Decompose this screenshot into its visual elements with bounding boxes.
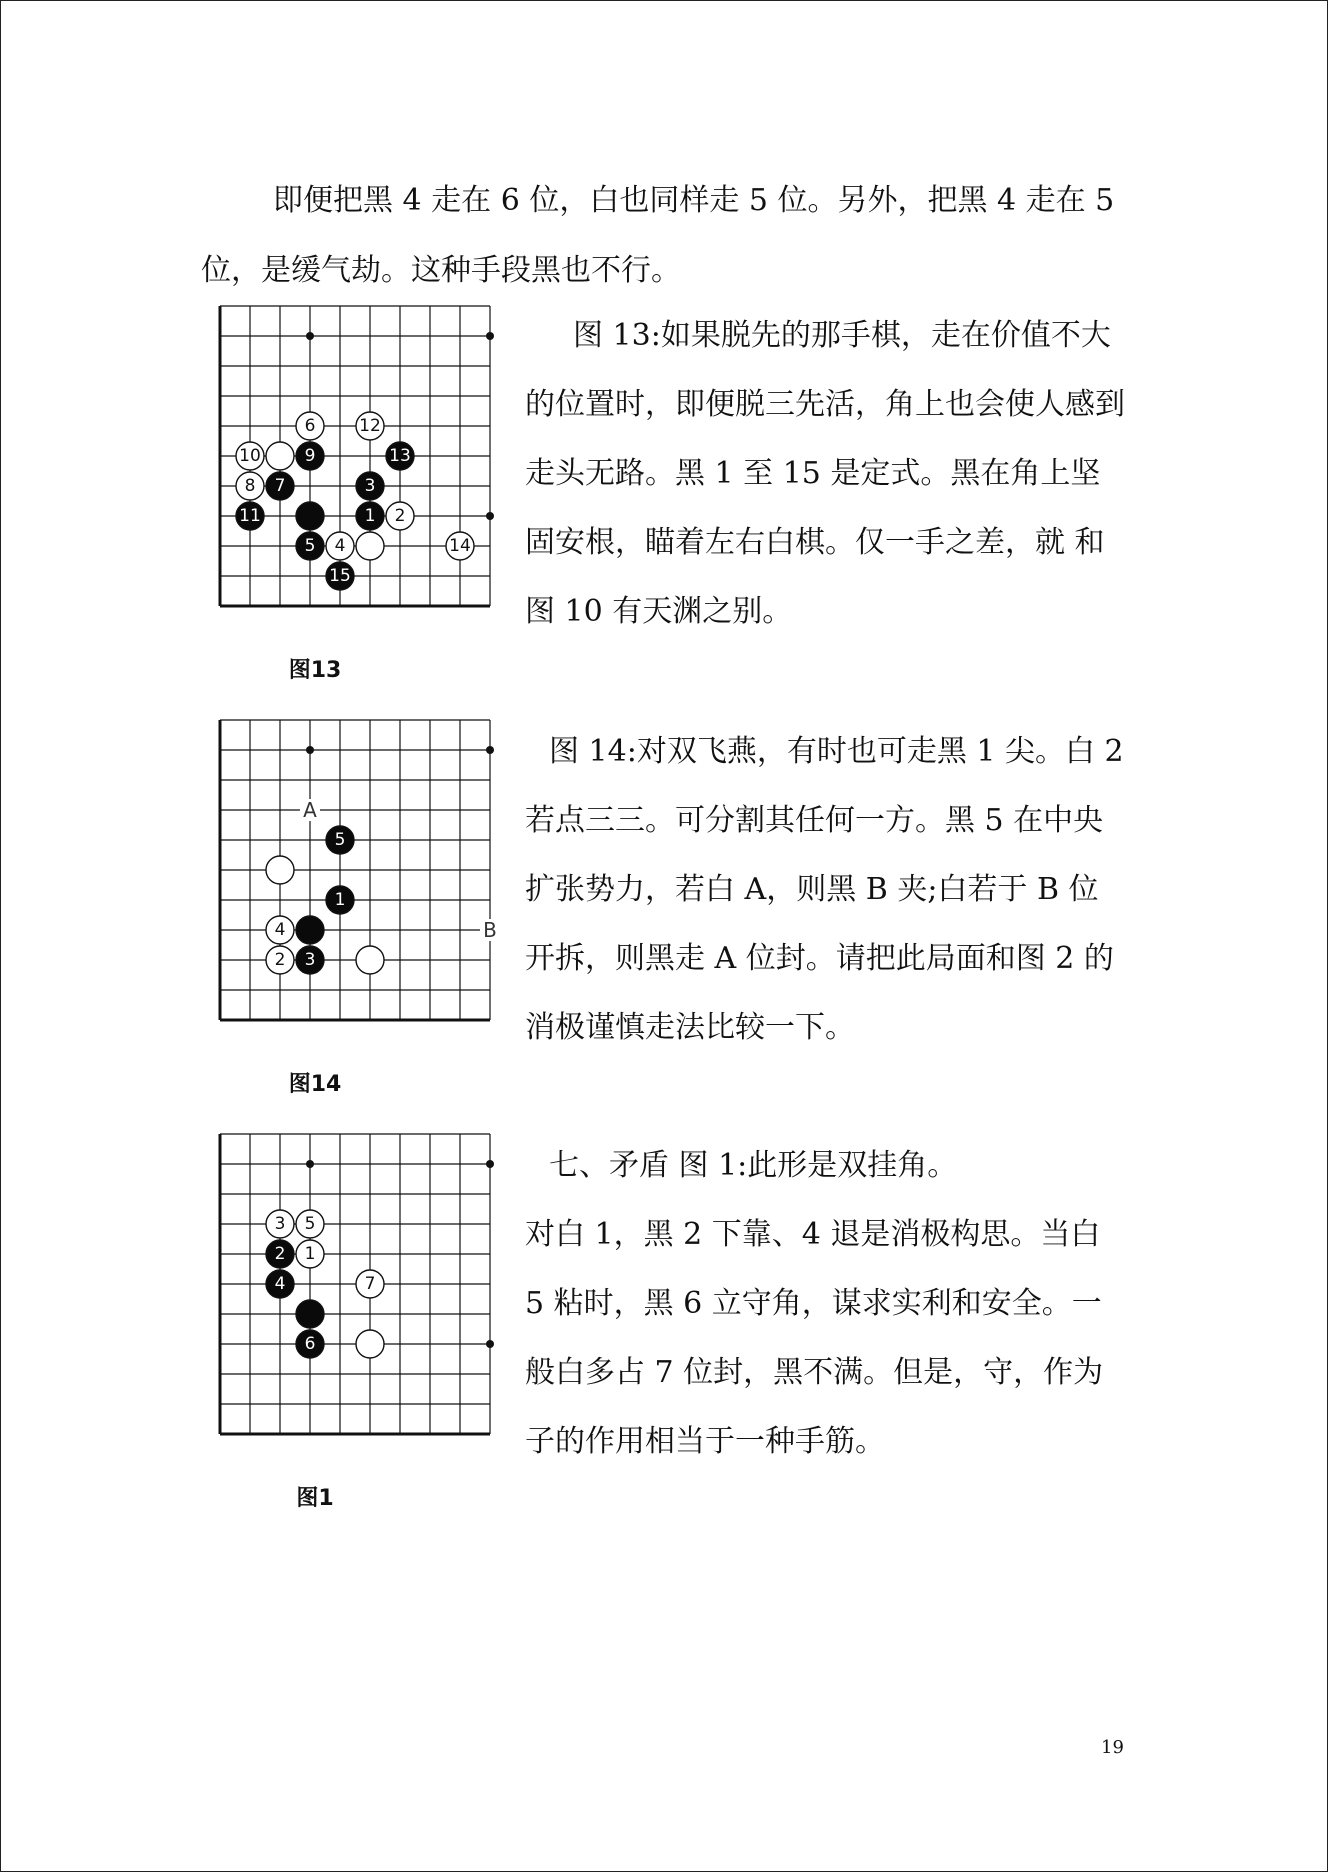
white-stone (356, 946, 384, 974)
figure-13-caption: 图13 (288, 658, 342, 683)
move-number: 4 (274, 920, 286, 940)
move-number: 5 (304, 1214, 316, 1234)
figure-1 (215, 1129, 515, 1512)
move-number: 4 (334, 536, 346, 556)
move-number: 13 (389, 446, 411, 466)
figure-14-caption: 图14 (288, 1072, 342, 1097)
white-stone (266, 856, 294, 884)
move-number: 15 (329, 566, 351, 586)
star-point (486, 746, 494, 754)
white-stone (356, 1330, 384, 1358)
move-number: 1 (364, 506, 376, 526)
move-number: 5 (304, 536, 316, 556)
figure-1-text: 对白 1，黑 2 下靠、4 退是消极构思。当白 5 粘时，黑 6 立守角，谋求实利和安全。一般白多占 7 位封，黑不满。但是，守，作为子的作用相当于一种手筋。 (525, 1217, 1104, 1459)
star-point (306, 332, 314, 340)
black-stone (296, 916, 324, 944)
move-number: 5 (334, 830, 346, 850)
figure-14-text: 图 14:对双飞燕，有时也可走黑 1 尖。白 2 若点三三。可分割其任何一方。黑 5 在中央扩张势力，若白 A，则黑 B 夹;白若于 B 位开拆，则黑走 A 位封。请把此局面和图 2 的消极谨慎走法比较一下。 (525, 734, 1124, 1045)
move-number: 2 (274, 950, 286, 970)
board-label: B (483, 918, 497, 942)
black-stone (296, 1300, 324, 1328)
move-number: 6 (304, 1334, 316, 1354)
move-number: 2 (394, 506, 406, 526)
figure-13-text: 图 13:如果脱先的那手棋，走在价值不大的位置时，即便脱三先活，角上也会使人感到走头无路。黑 1 至 15 是定式。黑在角上坚固安根，瞄着左右白棋。仅一手之差，就 和图 10 有天渊之别。 (525, 318, 1125, 629)
move-number: 12 (359, 416, 381, 436)
move-number: 7 (274, 476, 286, 496)
move-number: 1 (304, 1244, 316, 1264)
page-number: 19 (1101, 1737, 1124, 1758)
move-number: 8 (244, 476, 256, 496)
star-point (486, 1340, 494, 1348)
star-point (486, 1160, 494, 1168)
move-number: 11 (239, 506, 261, 526)
move-number: 1 (334, 890, 346, 910)
board-label: A (303, 798, 317, 822)
go-board-figure-14 (215, 715, 515, 1055)
move-number: 2 (274, 1244, 286, 1264)
figure-14 (215, 715, 515, 1098)
move-number: 14 (449, 536, 471, 556)
move-number: 4 (274, 1274, 286, 1294)
move-number: 10 (239, 446, 261, 466)
star-point (486, 332, 494, 340)
move-number: 9 (304, 446, 316, 466)
move-number: 3 (304, 950, 316, 970)
move-number: 3 (274, 1214, 286, 1234)
go-board-figure-13 (215, 301, 515, 641)
figure-1-title-line: 七、矛盾 图 1:此形是双挂角。 (549, 1148, 958, 1183)
go-board-figure-1 (215, 1129, 515, 1469)
move-number: 3 (364, 476, 376, 496)
star-point (306, 746, 314, 754)
move-number: 6 (304, 416, 316, 436)
black-stone (296, 502, 324, 530)
white-stone (266, 442, 294, 470)
star-point (306, 1160, 314, 1168)
star-point (486, 512, 494, 520)
figure-1-caption: 图1 (296, 1486, 334, 1511)
figure-13 (215, 301, 515, 684)
move-number: 7 (364, 1274, 376, 1294)
white-stone (356, 532, 384, 560)
intro-paragraph: 即便把黑 4 走在 6 位，白也同样走 5 位。另外，把黑 4 走在 5 位，是缓气劫。这种手段黑也不行。 (201, 183, 1115, 288)
